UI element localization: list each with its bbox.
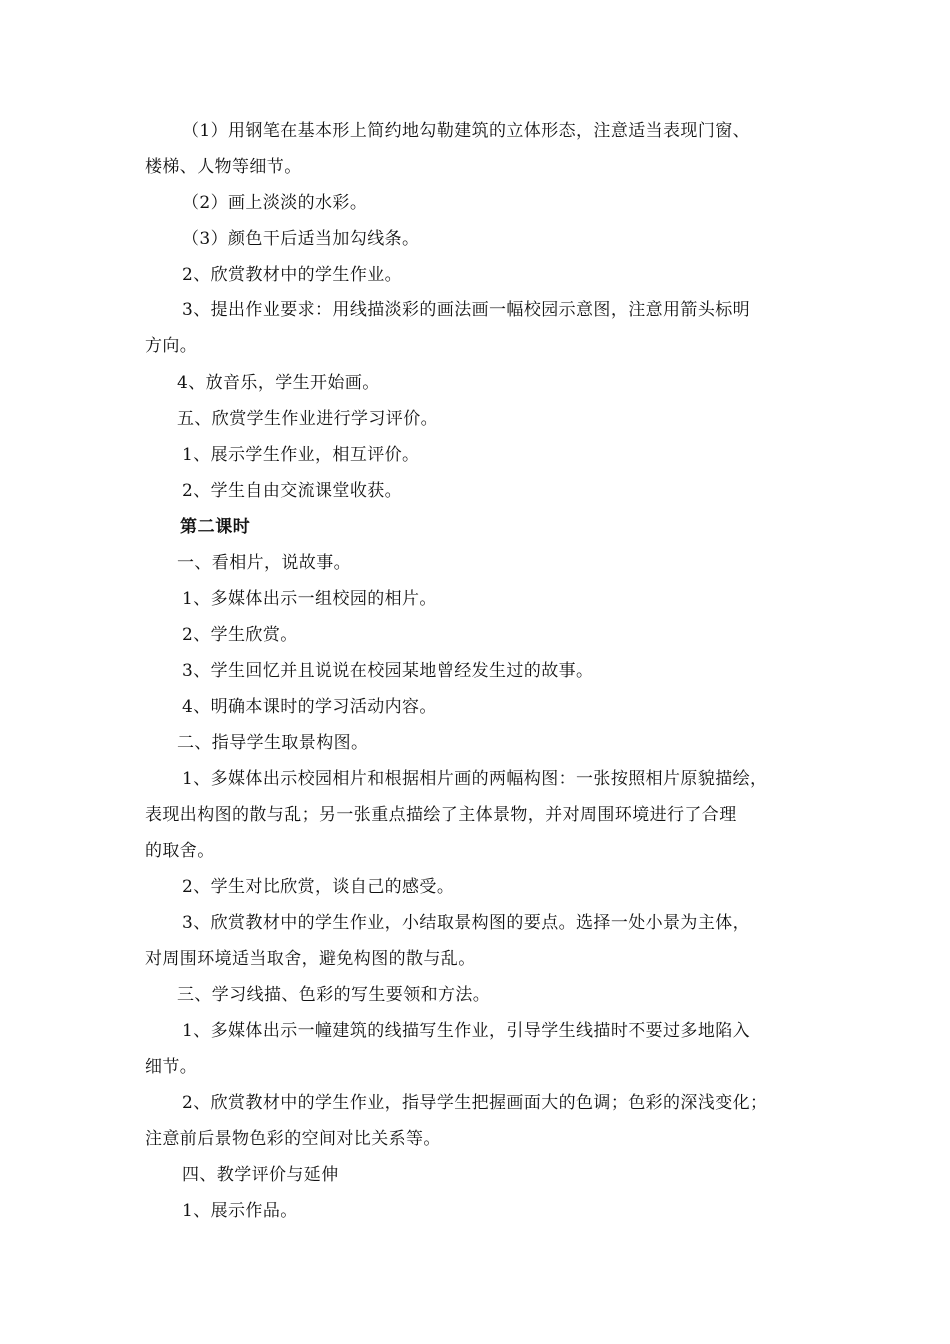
paragraph-line: 表现出构图的散与乱；另一张重点描绘了主体景物，并对周围环境进行了合理: [145, 805, 737, 825]
paragraph-line: 4、放音乐，学生开始画。: [177, 373, 380, 393]
paragraph-line: 楼梯、人物等细节。: [145, 157, 302, 177]
paragraph-line: 四、教学评价与延伸: [182, 1165, 339, 1185]
paragraph-line: 1、展示作品。: [182, 1201, 298, 1221]
paragraph-line: 注意前后景物色彩的空间对比关系等。: [145, 1129, 441, 1149]
paragraph-line: 2、学生对比欣赏，谈自己的感受。: [182, 877, 455, 897]
paragraph-line: 2、学生自由交流课堂收获。: [182, 481, 403, 501]
paragraph-line: 二、指导学生取景构图。: [177, 733, 369, 753]
section-heading: 第二课时: [180, 517, 251, 537]
paragraph-line: 1、多媒体出示校园相片和根据相片画的两幅构图：一张按照相片原貌描绘，: [182, 769, 768, 789]
paragraph-line: 3、提出作业要求：用线描淡彩的画法画一幅校园示意图，注意用箭头标明: [182, 300, 751, 320]
paragraph-line: 三、学习线描、色彩的写生要领和方法。: [177, 985, 491, 1005]
paragraph-line: 3、学生回忆并且说说在校园某地曾经发生过的故事。: [182, 661, 594, 681]
paragraph-line: （3）颜色干后适当加勾线条。: [182, 229, 420, 249]
paragraph-line: 1、多媒体出示一组校园的相片。: [182, 589, 437, 609]
paragraph-line: 1、展示学生作业，相互评价。: [182, 445, 420, 465]
paragraph-line: 2、欣赏教材中的学生作业，指导学生把握画面大的色调；色彩的深浅变化；: [182, 1093, 768, 1113]
paragraph-line: 2、学生欣赏。: [182, 625, 298, 645]
paragraph-line: 细节。: [145, 1057, 198, 1077]
paragraph-line: 1、多媒体出示一幢建筑的线描写生作业，引导学生线描时不要过多地陷入: [182, 1021, 751, 1041]
paragraph-line: （2）画上淡淡的水彩。: [182, 193, 368, 213]
paragraph-line: 对周围环境适当取舍，避免构图的散与乱。: [145, 949, 476, 969]
paragraph-line: 3、欣赏教材中的学生作业，小结取景构图的要点。选择一处小景为主体，: [182, 913, 751, 933]
paragraph-line: 4、明确本课时的学习活动内容。: [182, 697, 437, 717]
paragraph-line: 2、欣赏教材中的学生作业。: [182, 265, 403, 285]
paragraph-line: （1）用钢笔在基本形上简约地勾勒建筑的立体形态，注意适当表现门窗、: [182, 121, 751, 141]
paragraph-line: 一、看相片，说故事。: [177, 553, 351, 573]
paragraph-line: 方向。: [145, 336, 198, 356]
paragraph-line: 五、欣赏学生作业进行学习评价。: [177, 409, 438, 429]
paragraph-line: 的取舍。: [145, 841, 215, 861]
